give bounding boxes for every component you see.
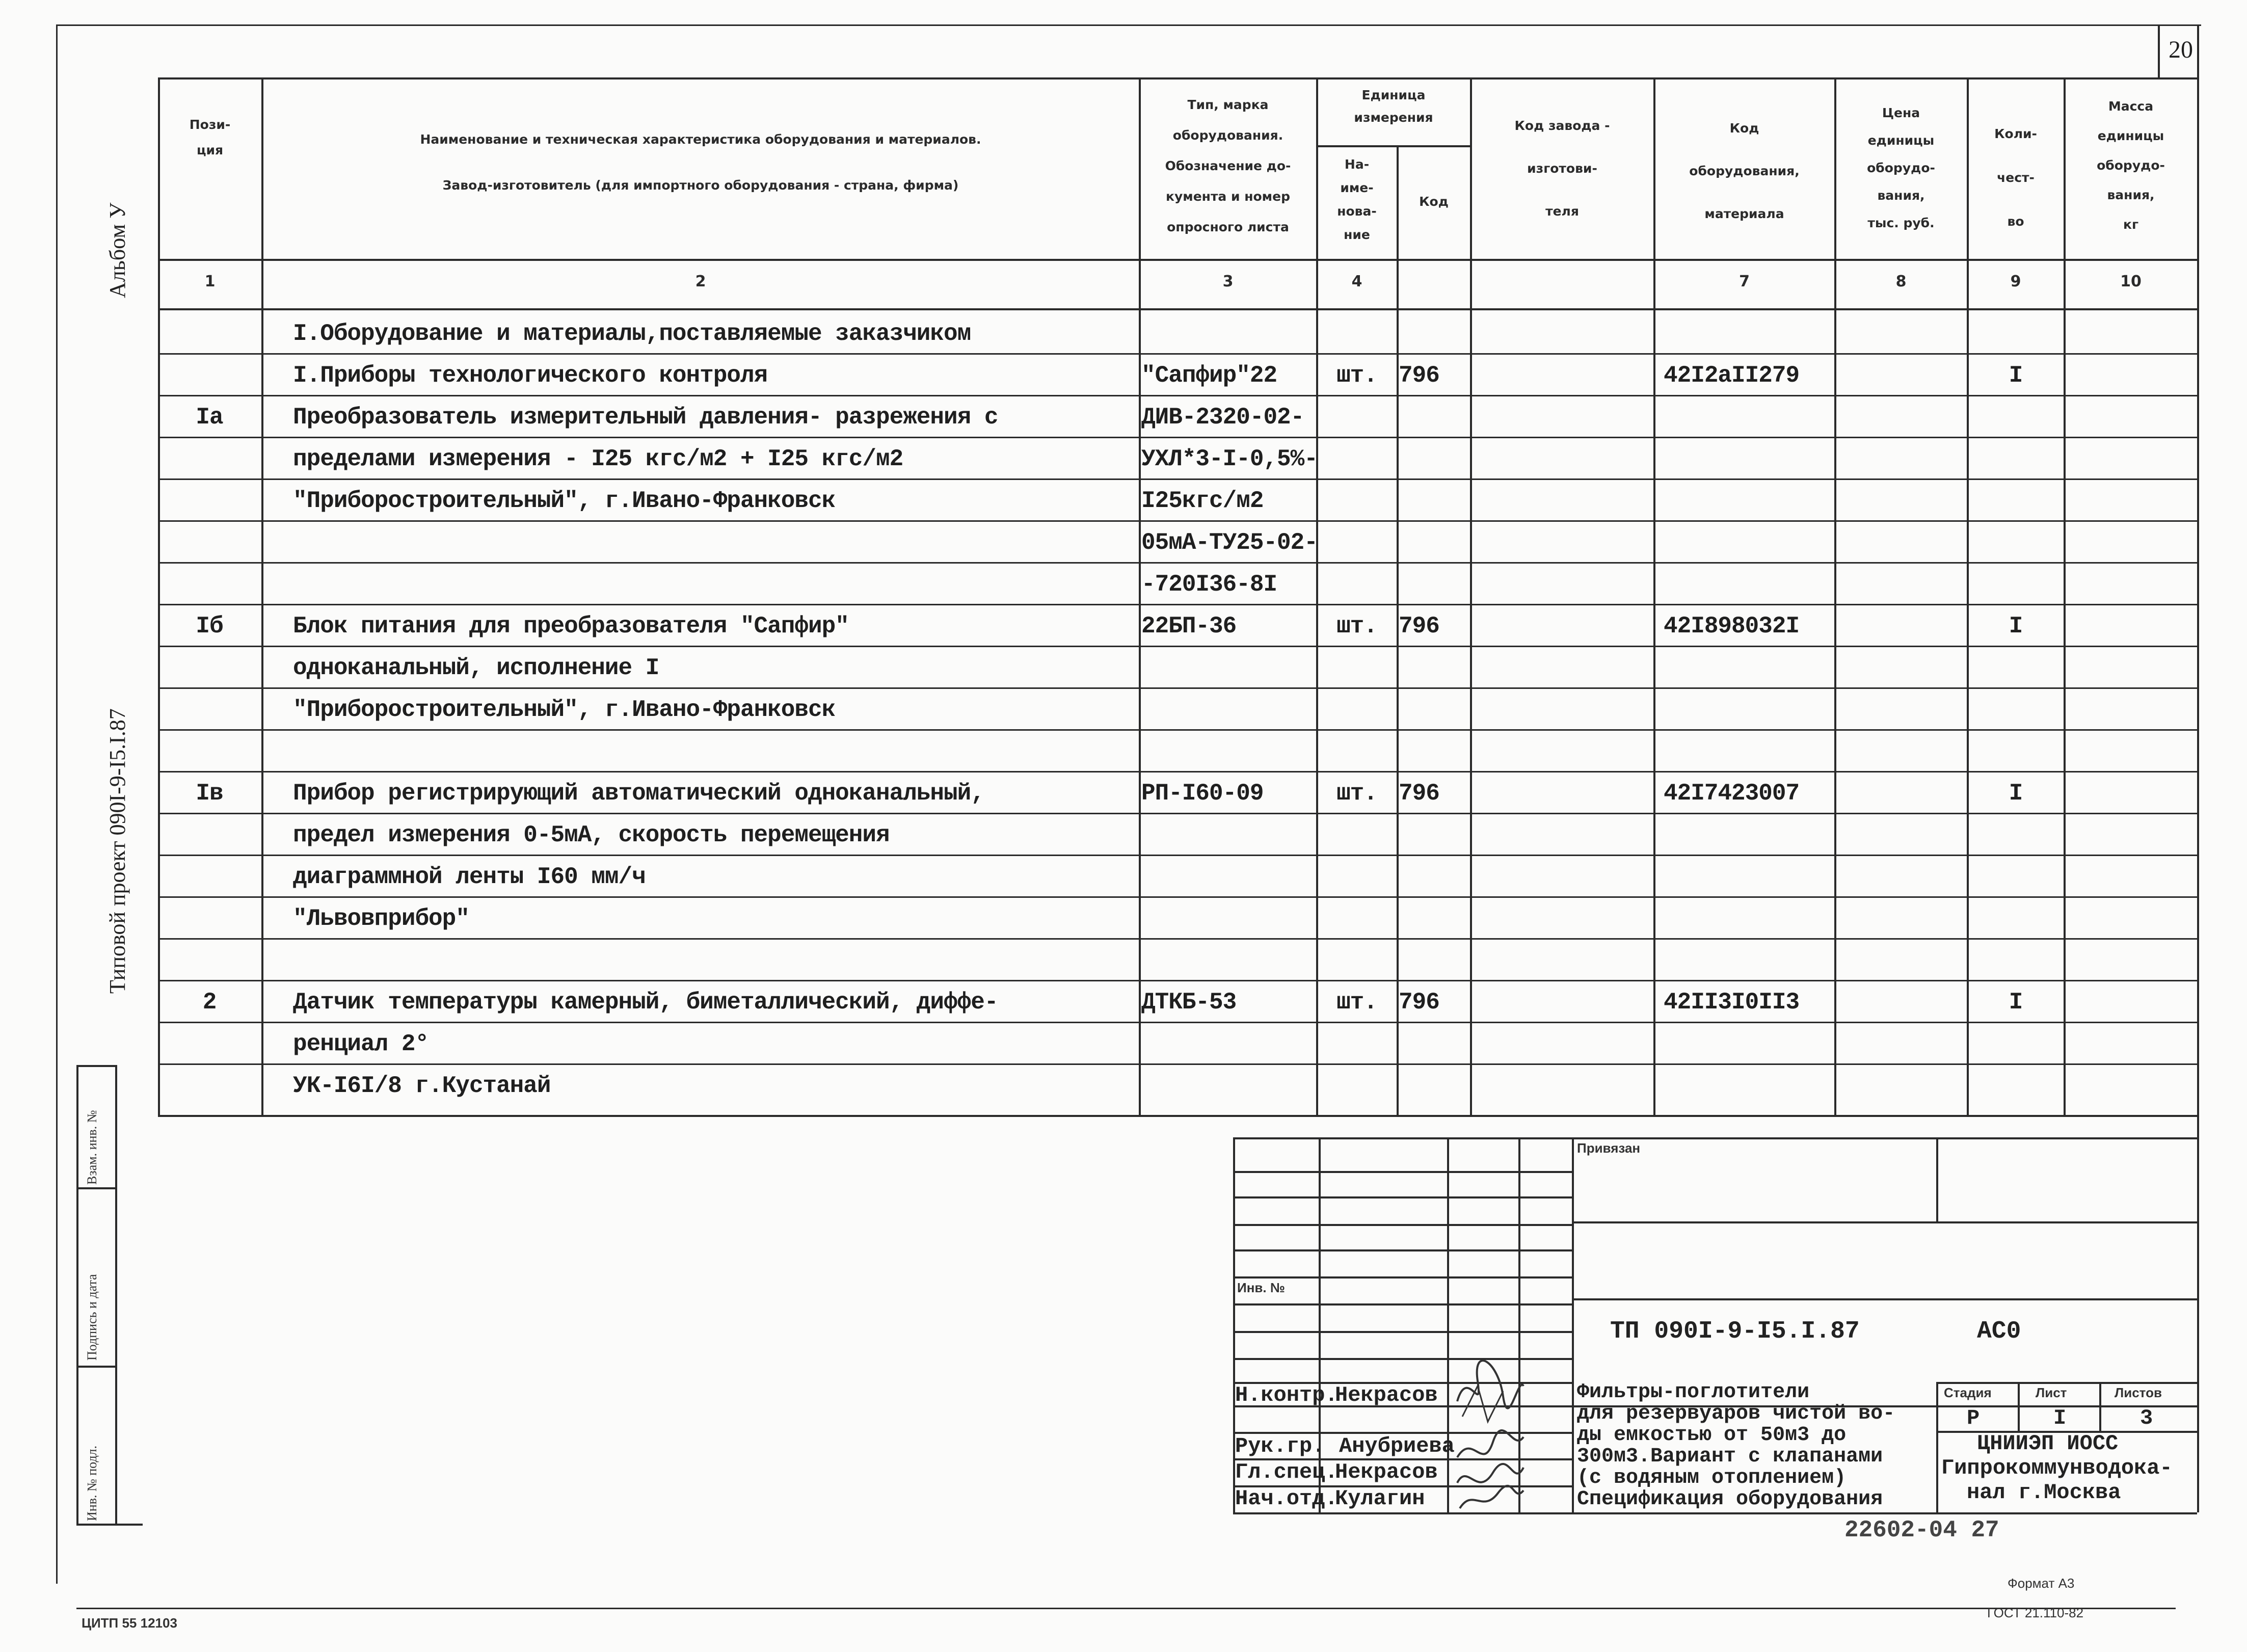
header-unit-code: Код xyxy=(1419,194,1449,209)
cell-name: диаграммной ленты I60 мм/ч xyxy=(293,864,646,890)
frame-bottom xyxy=(76,1608,2176,1609)
signature-scribbles xyxy=(1447,1355,1529,1513)
margin-strip-line xyxy=(76,1524,143,1526)
header-unit-group: Единица измерения xyxy=(1354,88,1433,125)
margin-strip-outer xyxy=(76,1065,78,1524)
stamp-privyazan-label: Привязан xyxy=(1577,1140,1641,1156)
stamp-title-line: Фильтры-поглотители xyxy=(1577,1381,1810,1404)
colnum-bottom xyxy=(158,308,2197,310)
sheets-header: Листов xyxy=(2115,1385,2162,1400)
archive-number: 22602-04 27 xyxy=(1844,1517,1999,1543)
cell-name: Прибор регистрирующий автоматический одноканальный, xyxy=(293,780,984,807)
stamp-row xyxy=(1936,1382,2197,1384)
cell-code: 796 xyxy=(1399,780,1439,807)
sig-role: Гл.спец. xyxy=(1235,1460,1338,1484)
row-line xyxy=(158,729,2197,731)
sig-name: Кулагин xyxy=(1335,1486,1425,1511)
cell-name: Преобразователь измерительный давления- разрежения с xyxy=(293,404,998,431)
col-number: 3 xyxy=(1222,273,1234,290)
row-line xyxy=(158,437,2197,438)
cell-name: "Приборостроительный", г.Ивано-Франковск xyxy=(293,488,836,514)
org-line: ЦНИИЭП ИОСС xyxy=(1977,1431,2119,1456)
row-line xyxy=(158,520,2197,522)
col-line xyxy=(1470,77,1472,1117)
footer-left: ЦИТП 55 12103 xyxy=(82,1615,177,1631)
stamp-top xyxy=(1233,1137,2197,1139)
header-type: Тип, марка оборудования. Обозначение до- кумента и номер опросного листа xyxy=(1165,97,1291,234)
stamp-sheet-code: АС0 xyxy=(1977,1318,2021,1345)
stamp-title-line: для резервуаров чистой во- xyxy=(1577,1402,1895,1425)
stamp-title-line: 300м3.Вариант с клапанами xyxy=(1577,1445,1883,1468)
album-label: Альбом У xyxy=(105,202,130,298)
cell-mat: 42I898032I xyxy=(1664,613,1800,640)
margin-label-inventory: Инв. № подл. xyxy=(85,1445,99,1521)
stamp-title-line: Спецификация оборудования xyxy=(1577,1488,1883,1511)
header-factory-code: Код завода - изготови- теля xyxy=(1514,118,1610,219)
stamp-col xyxy=(2018,1382,2020,1431)
cell-type: 22БП-36 xyxy=(1141,613,1237,640)
footer-format: Формат А3 xyxy=(2008,1576,2075,1591)
header-name-line1: Наименование и техническая характеристика оборудования и материалов. xyxy=(420,132,981,147)
unit-header-split xyxy=(1316,145,1470,147)
margin-label-replace: Взам. инв. № xyxy=(85,1110,99,1185)
row-line xyxy=(158,562,2197,564)
margin-strip-line xyxy=(76,1187,117,1189)
cell-pos: 2 xyxy=(202,989,217,1016)
stamp-row xyxy=(1233,1303,1572,1305)
row-line xyxy=(158,687,2197,689)
header-bottom xyxy=(158,259,2197,261)
col-number: 2 xyxy=(695,273,706,290)
sheet-header: Лист xyxy=(2036,1385,2067,1400)
margin-strip-line xyxy=(76,1366,117,1368)
stamp-row xyxy=(1572,1221,2197,1223)
cell-qty: I xyxy=(2009,989,2023,1016)
col-number: 9 xyxy=(2010,273,2021,290)
cell-type: РП-I60-09 xyxy=(1141,780,1264,807)
cell-code: 796 xyxy=(1399,613,1439,640)
cell-type: ДИВ-2320-02- xyxy=(1141,404,1304,431)
stamp-col xyxy=(2099,1382,2101,1431)
cell-name: пределами измерения - I25 кгс/м2 + I25 кгс/м2 xyxy=(293,446,903,472)
sig-role: Рук.гр. xyxy=(1235,1434,1325,1458)
stamp-row xyxy=(1233,1331,1572,1333)
stage-value: Р xyxy=(1967,1406,1980,1430)
stamp-row xyxy=(1233,1224,1572,1226)
cell-type: ДТКБ-53 xyxy=(1141,989,1237,1016)
cell-name: Блок питания для преобразователя "Сапфир" xyxy=(293,613,849,640)
cell-type: -720I36-8I xyxy=(1141,571,1277,598)
frame-left xyxy=(56,24,58,1584)
cell-name: одноканальный, исполнение I xyxy=(293,655,659,681)
stamp-row xyxy=(1233,1276,1572,1278)
cell-pos: Iа xyxy=(196,404,223,431)
stamp-title-line: ды емкостью от 50м3 до xyxy=(1577,1424,1847,1447)
row-line xyxy=(158,938,2197,940)
cell-mat: 42II3I0II3 xyxy=(1664,989,1800,1016)
row-line xyxy=(158,646,2197,647)
cell-qty: I xyxy=(2009,613,2023,640)
table-top xyxy=(158,77,2197,79)
header-price: Цена единицы оборудо- вания, тыс. руб. xyxy=(1867,105,1935,230)
frame-right xyxy=(2197,24,2199,1512)
col-line xyxy=(158,77,160,1117)
row-line xyxy=(158,813,2197,814)
header-name-line2: Завод-изготовитель (для импортного оборудования - страна, фирма) xyxy=(442,178,959,193)
row-line xyxy=(158,855,2197,856)
row-line xyxy=(158,604,2197,605)
cell-name: ренциал 2° xyxy=(293,1031,429,1057)
sig-name: Анубриева xyxy=(1339,1434,1455,1458)
row-line xyxy=(158,896,2197,898)
stage-header: Стадия xyxy=(1944,1385,1992,1400)
stamp-privyazan-split xyxy=(1936,1137,1938,1221)
stamp-title-line: (с водяным отоплением) xyxy=(1577,1467,1847,1489)
stamp-col xyxy=(1572,1137,1574,1514)
page-number-box xyxy=(2158,24,2160,77)
margin-strip-inner xyxy=(115,1065,117,1524)
cell-mat: 42I2аII279 xyxy=(1664,362,1800,389)
cell-unit: шт. xyxy=(1336,613,1377,640)
row-line xyxy=(158,771,2197,772)
col-number: 8 xyxy=(1895,273,1907,290)
col-line xyxy=(261,77,263,1117)
frame-top xyxy=(56,24,2201,26)
cell-name: предел измерения 0-5мА, скорость перемещения xyxy=(293,822,890,848)
margin-label-signature: Подпись и дата xyxy=(85,1274,99,1361)
cell-mat: 42I7423007 xyxy=(1664,780,1800,807)
cell-name: I.Приборы технологического контроля xyxy=(293,362,768,389)
sig-name: Некрасов xyxy=(1335,1383,1438,1407)
header-quantity: Коли- чест- во xyxy=(1994,126,2037,229)
table-bottom xyxy=(158,1115,2197,1117)
stamp-designation: ТП 090I-9-I5.I.87 xyxy=(1610,1318,1860,1345)
col-number: 10 xyxy=(2120,273,2142,290)
stamp-inv-label: Инв. № xyxy=(1237,1280,1285,1295)
cell-type: 05мА-ТУ25-02- xyxy=(1141,529,1318,556)
sig-role: Нач.отд. xyxy=(1235,1486,1338,1511)
col-number: 1 xyxy=(204,273,216,290)
header-mass: Масса единицы оборудо- вания, кг xyxy=(2097,99,2165,232)
project-label: Типовой проект 090I-9-I5.I.87 xyxy=(105,708,130,994)
stamp-bottom xyxy=(1233,1512,2197,1514)
cell-qty: I xyxy=(2009,780,2023,807)
margin-strip-line xyxy=(76,1065,117,1067)
row-line xyxy=(158,980,2197,981)
cell-name: "Львовприбор" xyxy=(293,905,469,932)
page-number: 20 xyxy=(2169,36,2193,63)
cell-unit: шт. xyxy=(1336,989,1377,1016)
cell-name: Датчик температуры камерный, биметаллический, диффе- xyxy=(293,989,998,1016)
sig-role: Н.контр. xyxy=(1235,1383,1338,1407)
stamp-row xyxy=(1233,1196,1572,1198)
row-line xyxy=(158,395,2197,396)
stamp-row xyxy=(1233,1249,1572,1251)
stamp-row xyxy=(1233,1171,1572,1173)
cell-name: "Приборостроительный", г.Ивано-Франковск xyxy=(293,697,836,723)
col-number: 4 xyxy=(1351,273,1362,290)
cell-type: I25кгс/м2 xyxy=(1141,488,1264,514)
cell-name: УК-I6I/8 г.Кустанай xyxy=(293,1073,551,1099)
row-line xyxy=(158,1063,2197,1065)
cell-unit: шт. xyxy=(1336,362,1377,389)
col-number: 7 xyxy=(1739,273,1750,290)
header-unit-name: На- име- нова- ние xyxy=(1337,157,1377,242)
row-line xyxy=(158,353,2197,355)
sheets-value: 3 xyxy=(2140,1406,2153,1430)
cell-unit: шт. xyxy=(1336,780,1377,807)
org-line: нал г.Москва xyxy=(1967,1480,2121,1505)
sheet-value: I xyxy=(2053,1406,2067,1430)
row-line xyxy=(158,1022,2197,1023)
cell-pos: Iб xyxy=(196,613,223,640)
header-position: Пози- ция xyxy=(189,117,231,157)
footer-gost: ГОСТ 21.110-82 xyxy=(1987,1605,2084,1620)
cell-qty: I xyxy=(2009,362,2023,389)
cell-code: 796 xyxy=(1399,362,1439,389)
cell-code: 796 xyxy=(1399,989,1439,1016)
sig-name: Некрасов xyxy=(1335,1460,1438,1484)
cell-pos: Iв xyxy=(196,780,223,807)
stamp-col xyxy=(1936,1382,1938,1512)
row-line xyxy=(158,478,2197,480)
stamp-row xyxy=(1572,1298,2197,1300)
cell-name: I.Оборудование и материалы,поставляемые заказчиком xyxy=(293,321,971,347)
header-material-code: Код оборудования, материала xyxy=(1689,121,1800,221)
org-line: Гипрокоммунводока- xyxy=(1941,1456,2173,1480)
cell-type: "Сапфир"22 xyxy=(1141,362,1277,389)
cell-type: УХЛ*3-I-0,5%- xyxy=(1141,446,1318,472)
